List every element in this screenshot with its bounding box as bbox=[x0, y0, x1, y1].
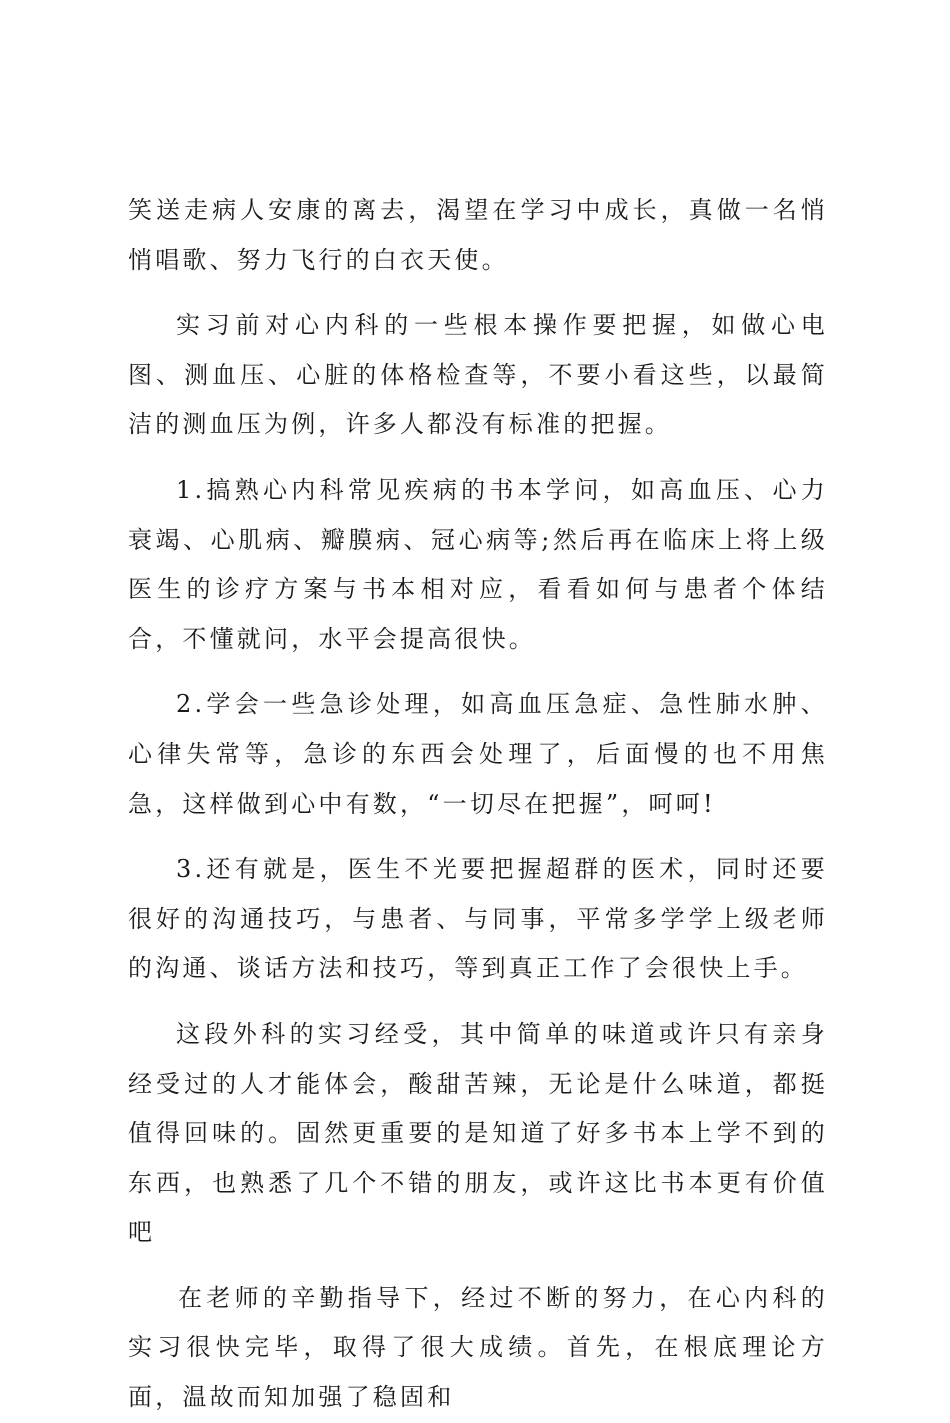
paragraph-1: 笑送走病人安康的离去，渴望在学习中成长，真做一名悄悄唱歌、努力飞行的白衣天使。 bbox=[128, 196, 828, 274]
paragraph-6: 这段外科的实习经受，其中简单的味道或许只有亲身经受过的人才能体会，酸甜苦辣，无论是什么味道，都挺值得回味的。固然更重要的是知道了好多书本上学不到的东西，也熟悉了几个不错的朋友，或许这比书本更有价值吧 bbox=[128, 1019, 828, 1247]
paragraph-4: 2.学会一些急诊处理，如高血压急症、急性肺水肿、心律失常等，急诊的东西会处理了，后面慢的也不用焦急，这样做到心中有数，“一切尽在把握”，呵呵! bbox=[128, 690, 828, 818]
paragraph-2: 实习前对心内科的一些根本操作要把握，如做心电图、测血压、心脏的体格检查等，不要小看这些，以最简洁的测血压为例，许多人都没有标准的把握。 bbox=[128, 311, 828, 439]
document-body bbox=[128, 186, 828, 1423]
paragraph-7: 在老师的辛勤指导下，经过不断的努力，在心内科的实习很快完毕，取得了很大成绩。首先，在根底理论方面，温故而知加强了稳固和 bbox=[128, 1283, 828, 1412]
paragraph-3: 1.搞熟心内科常见疾病的书本学问，如高血压、心力衰竭、心肌病、瓣膜病、冠心病等;然后再在临床上将上级医生的诊疗方案与书本相对应，看看如何与患者个体结合，不懂就问，水平会提高很快。 bbox=[128, 475, 828, 653]
paragraph-5: 3.还有就是，医生不光要把握超群的医术，同时还要很好的沟通技巧，与患者、与同事，平常多学学上级老师的沟通、谈话方法和技巧，等到真正工作了会很快上手。 bbox=[128, 855, 828, 983]
